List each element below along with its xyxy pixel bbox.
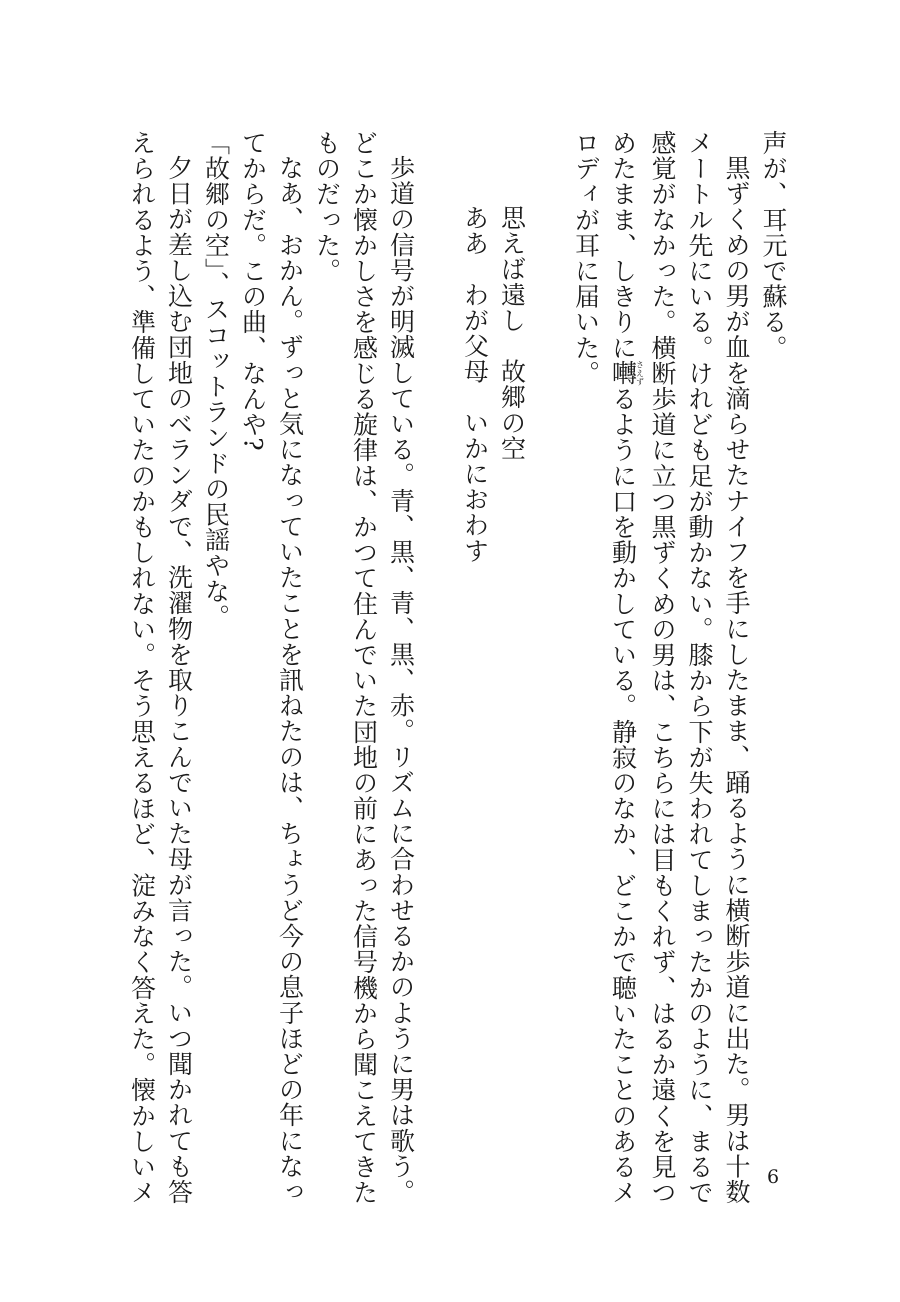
text-line: えられるよう、準備していたのかもしれない。そう思えるほど、淀みなく答えた。懐かしいメ [127, 130, 157, 1206]
text-line: 夕日が差し込む団地のベランダで、洗濯物を取りこんでいた母が言った。いつ聞かれても答 [164, 155, 194, 1205]
poem-line: 思えば遠し 故郷の空 [497, 205, 527, 461]
text-line: なあ、おかん。ずっと気になっていたことを訊ねたのは、ちょうど今の息子ほどの年になっ [275, 155, 305, 1205]
text-line: ものだった。 [312, 130, 342, 284]
ruby-word [608, 360, 645, 387]
text-line: 「故郷の空」、スコットランドの民謡やな。 [201, 130, 231, 630]
poem-line: ああ わが父母 いかにおわす [460, 205, 490, 564]
text-line: 歩道の信号が明滅している。青、黒、青、黒、赤。リズムに合わせるかのように男は歌う。 [386, 155, 416, 1205]
text-line: どこか懐かしさを感じる旋律は、かつて住んでいた団地の前にあった信号機から聞こえてきた [349, 130, 379, 1206]
text-line [605, 130, 645, 1206]
text-fragment: めたまま、しきりに [608, 130, 638, 361]
text-line: ロディが耳に届いた。 [571, 130, 601, 386]
blank-line [420, 130, 457, 1140]
vertical-text-body [124, 130, 793, 1206]
blank-line [531, 130, 568, 1140]
text-fragment: るように口を動かしている。静寂のなか、どこかで聴いたことのあるメ [608, 386, 638, 1206]
ruby-reading: さえず [635, 360, 645, 387]
ruby-base: 囀 [608, 360, 638, 387]
page-number: 6 [766, 1166, 780, 1188]
text-line: 声が、耳元で蘇る。 [759, 130, 788, 361]
text-line: メートル先にいる。けれども足が動かない。膝から下が失われてしまったかのように、まるで [685, 130, 714, 1206]
text-line: てからだ。この曲、なんや? [238, 130, 268, 452]
text-line: 感覚がなかった。横断歩道に立つ黒ずくめの男は、こちらには目もくれず、はるか遠くを見つ [648, 130, 677, 1206]
text-line: 黒ずくめの男が血を滴らせたナイフを手にしたまま、踊るように横断歩道に出た。男は十数 [722, 155, 751, 1205]
